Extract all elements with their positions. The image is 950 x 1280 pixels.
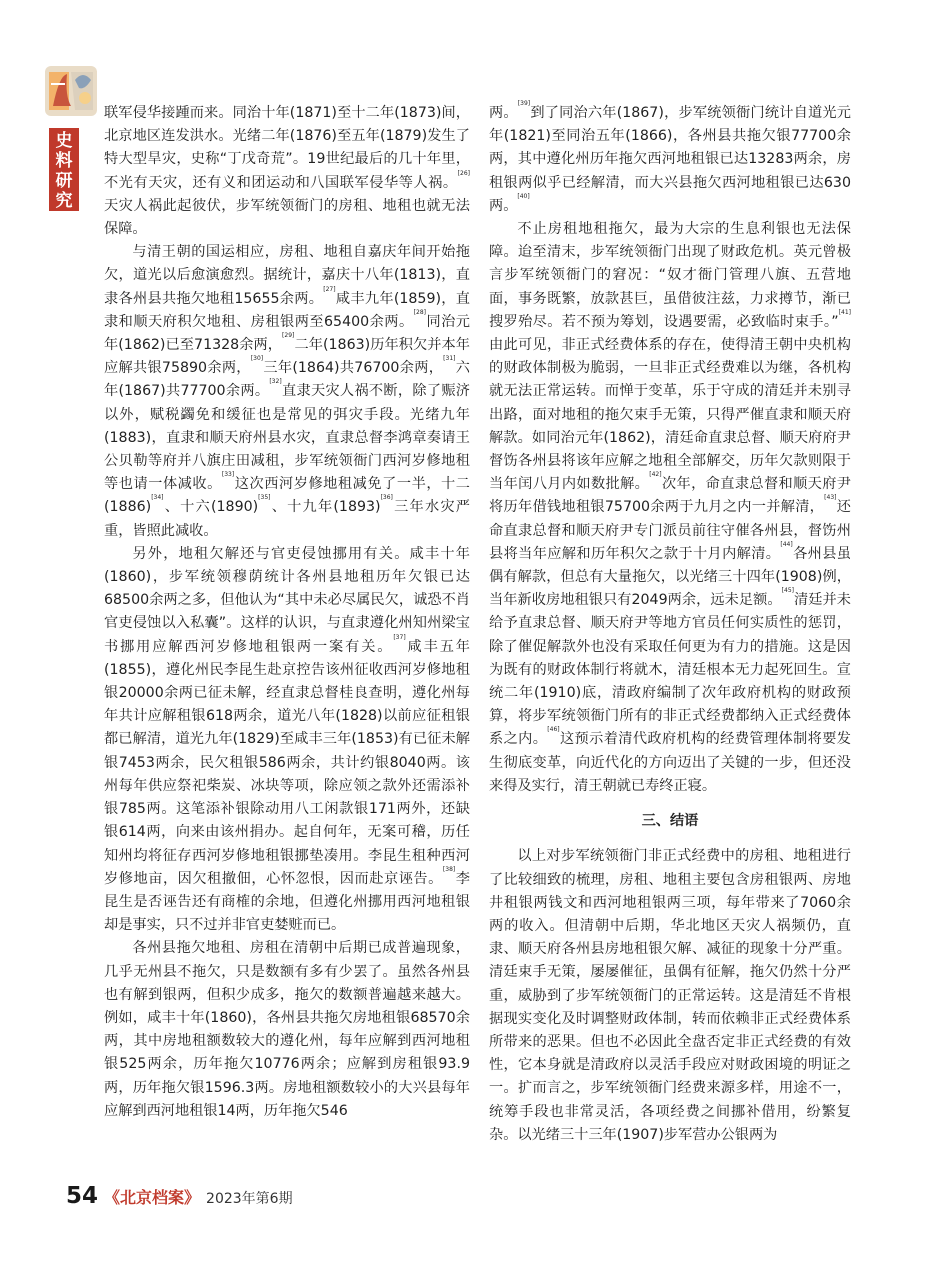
section-label: 史料研究 <box>49 128 79 211</box>
issue-label: 2023年第6期 <box>206 1191 293 1207</box>
paragraph: 两。[39]到了同治六年(1867)，步军统领衙门统计自道光元年(1821)至同治五年(1866)，各州县共拖欠银77700余两，其中遵化州历年拖欠西河地租银已达13283两余，房租银两似乎已经解清，而大兴县拖欠西河地租银已达630两。[40] <box>489 100 851 214</box>
page-footer <box>66 1183 293 1211</box>
paragraph: 各州县拖欠地租、房租在清朝中后期已成普遍现象，几乎无州县不拖欠，只是数额有多有少罢了。虽然各州县也有解到银两，但积少成多，拖欠的数额普遍越来越大。例如，咸丰十年(1860)，各州县共拖欠房地租银68570余两，其中房地租额数较大的遵化州，每年应解到西河地租银525两余，历年拖欠10776两余；应解到房租银93.9两，历年拖欠银1596.3两。房地租额数较小的大兴县每年应解到西河地租银14两，历年拖欠546 <box>104 940 470 1119</box>
section-logo-icon <box>45 66 97 116</box>
left-column <box>104 102 470 1123</box>
paragraph: 与清王朝的国运相应，房租、地租自嘉庆年间开始拖欠，道光以后愈演愈烈。据统计，嘉庆十八年(1813)，直隶各州县共拖欠地租15655余两。[27]咸丰九年(1859)，直隶和顺天府积欠地租、房租银两至65400余两。[28]同治元年(1862)已至71328余两，[29]二年(1863)历年积欠并本年应解共银75890余两，[30]三年(1864)共76700余两，[31]六年(1867)共77700余两。[32]直隶天灾人祸不断，除了赈济以外，赋税蠲免和缓征也是常见的弭灾手段。光绪九年(1883)，直隶和顺天府州县水灾，直隶总督李鸿章奏请王公贝勒等府并八旗庄田减租，步军统领衙门西河岁修地租等也请一体减收。[33]这次西河岁修地租减免了一半，十二(1886)[34]、十六(1890)[35]、十九年(1893)[36]三年水灾严重，皆照此减收。 <box>104 244 470 539</box>
page-number: 54 <box>66 1183 99 1209</box>
right-column <box>489 102 851 1147</box>
journal-name: 《北京档案》 <box>104 1188 201 1207</box>
paragraph: 另外，地租欠解还与官吏侵蚀挪用有关。咸丰十年(1860)，步军统领穆荫统计各州县地租历年欠银已达68500余两之多，但他认为“其中未必尽属民欠，诚恐不肖官吏侵蚀以入私囊”。这样的认识，与直隶遵化州知州梁宝书挪用应解西河岁修地租银两一案有关。[37]咸丰五年(1855)，遵化州民李昆生赴京控告该州征收西河岁修地租银20000余两已征未解，经直隶总督桂良查明，遵化州每年共计应解租银618两余，道光八年(1828)以前应征租银都已解清，道光九年(1829)至咸丰三年(1853)有已征未解银7453两余，民欠租银586两余，共计约银8040两。该州每年供应祭祀柴炭、冰块等项，除应领之款外还需添补银785两。这笔添补银除动用八工闲款银171两外，还缺银614两，向来由该州捐办。起自何年，无案可稽，历任知州均将征存西河岁修地租银挪垫凑用。李昆生租种西河岁修地亩，因欠租撤佃，心怀忽恨，因而赴京诬告。[38]李昆生是否诬告还有商榷的余地，但遵化州挪用西河地租银却是事实，只不过并非官吏婪赃而已。 <box>104 545 470 934</box>
paragraph: 联军侵华接踵而来。同治十年(1871)至十二年(1873)间，北京地区连发洪水。光绪二年(1876)至五年(1879)发生了特大型旱灾，史称“丁戊奇荒”。19世纪最后的几十年里，不光有天灾，还有义和团运动和八国联军侵华等人祸。[26]天灾人祸此起彼伏，步军统领衙门的房租、地租也就无法保障。 <box>104 105 470 238</box>
paragraph: 以上对步军统领衙门非正式经费中的房租、地租进行了比较细致的梳理，房租、地租主要包含房租银两、房地井租银两钱文和西河地租银两三项，每年带来了7060余两的收入。但清朝中后期，华北地区天灾人祸频仍，直隶、顺天府各州县房地租银欠解、减征的现象十分严重。清廷束手无策，屡屡催征，虽偶有征解，拖欠仍然十分严重，威胁到了步军统领衙门的正常运转。这是清廷不肯根据现实变化及时调整财政体制，转而依赖非正式经费体系所带来的恶果。但也不必因此全盘否定非正式经费的有效性，它本身就是清政府以灵活手段应对财政困境的明证之一。扩而言之，步军统领衙门经费来源多样，用途不一，统筹手段也非常灵活，各项经费之间挪补借用，纷繁复杂。以光绪三十三年(1907)步军营办公银两为 <box>489 848 851 1143</box>
paragraph: 不止房租地租拖欠，最为大宗的生息利银也无法保障。迨至清末，步军统领衙门出现了财政危机。英元曾极言步军统领衙门的窘况：“奴才衙门管理八旗、五营地面，事务既繁，放款甚巨，虽借彼注兹，力求撙节，渐已搜罗殆尽。若不预为筹划，设遇要需，必致临时束手。”[41]由此可见，非正式经费体系的存在，使得清王朝中央机构的财政体制极为脆弱，一旦非正式经费难以为继，各机构就无法正常运转。而惮于变革，乐于守成的清廷并未别寻出路，面对地租的拖欠束手无策，只得严催直隶和顺天府解款。如同治元年(1862)，清廷命直隶总督、顺天府府尹督饬各州县将该年应解之地租全部解交，历年欠款则限于当年闰八月内如数批解。[42]次年，命直隶总督和顺天府尹将历年借钱地租银75700余两于九月之内一并解清，[43]还命直隶总督和顺天府尹专门派员前往守催各州县，督饬州县将当年应解和历年积欠之款于十月内解清。[44]各州县虽偶有解款，但总有大量拖欠，以光绪三十四年(1908)例，当年新收房地租银只有2049两余，远未足额。[45]清廷并未给予直隶总督、顺天府尹等地方官员任何实质性的惩罚，除了催促解款外也没有采取任何更为有力的措施。这是因为既有的财政体制行将就木，清廷根本无力起死回生。宣统二年(1910)底，清政府编制了次年政府机构的财政预算，将步军统领衙门所有的非正式经费都纳入正式经费体系之内。[46]这预示着清代政府机构的经费管理体制将要发生彻底变革，向近代化的方向迈出了关键的一步，但还没来得及实行，清王朝就已寿终正寝。 <box>489 221 851 794</box>
section-heading: 三、结语 <box>641 813 699 830</box>
